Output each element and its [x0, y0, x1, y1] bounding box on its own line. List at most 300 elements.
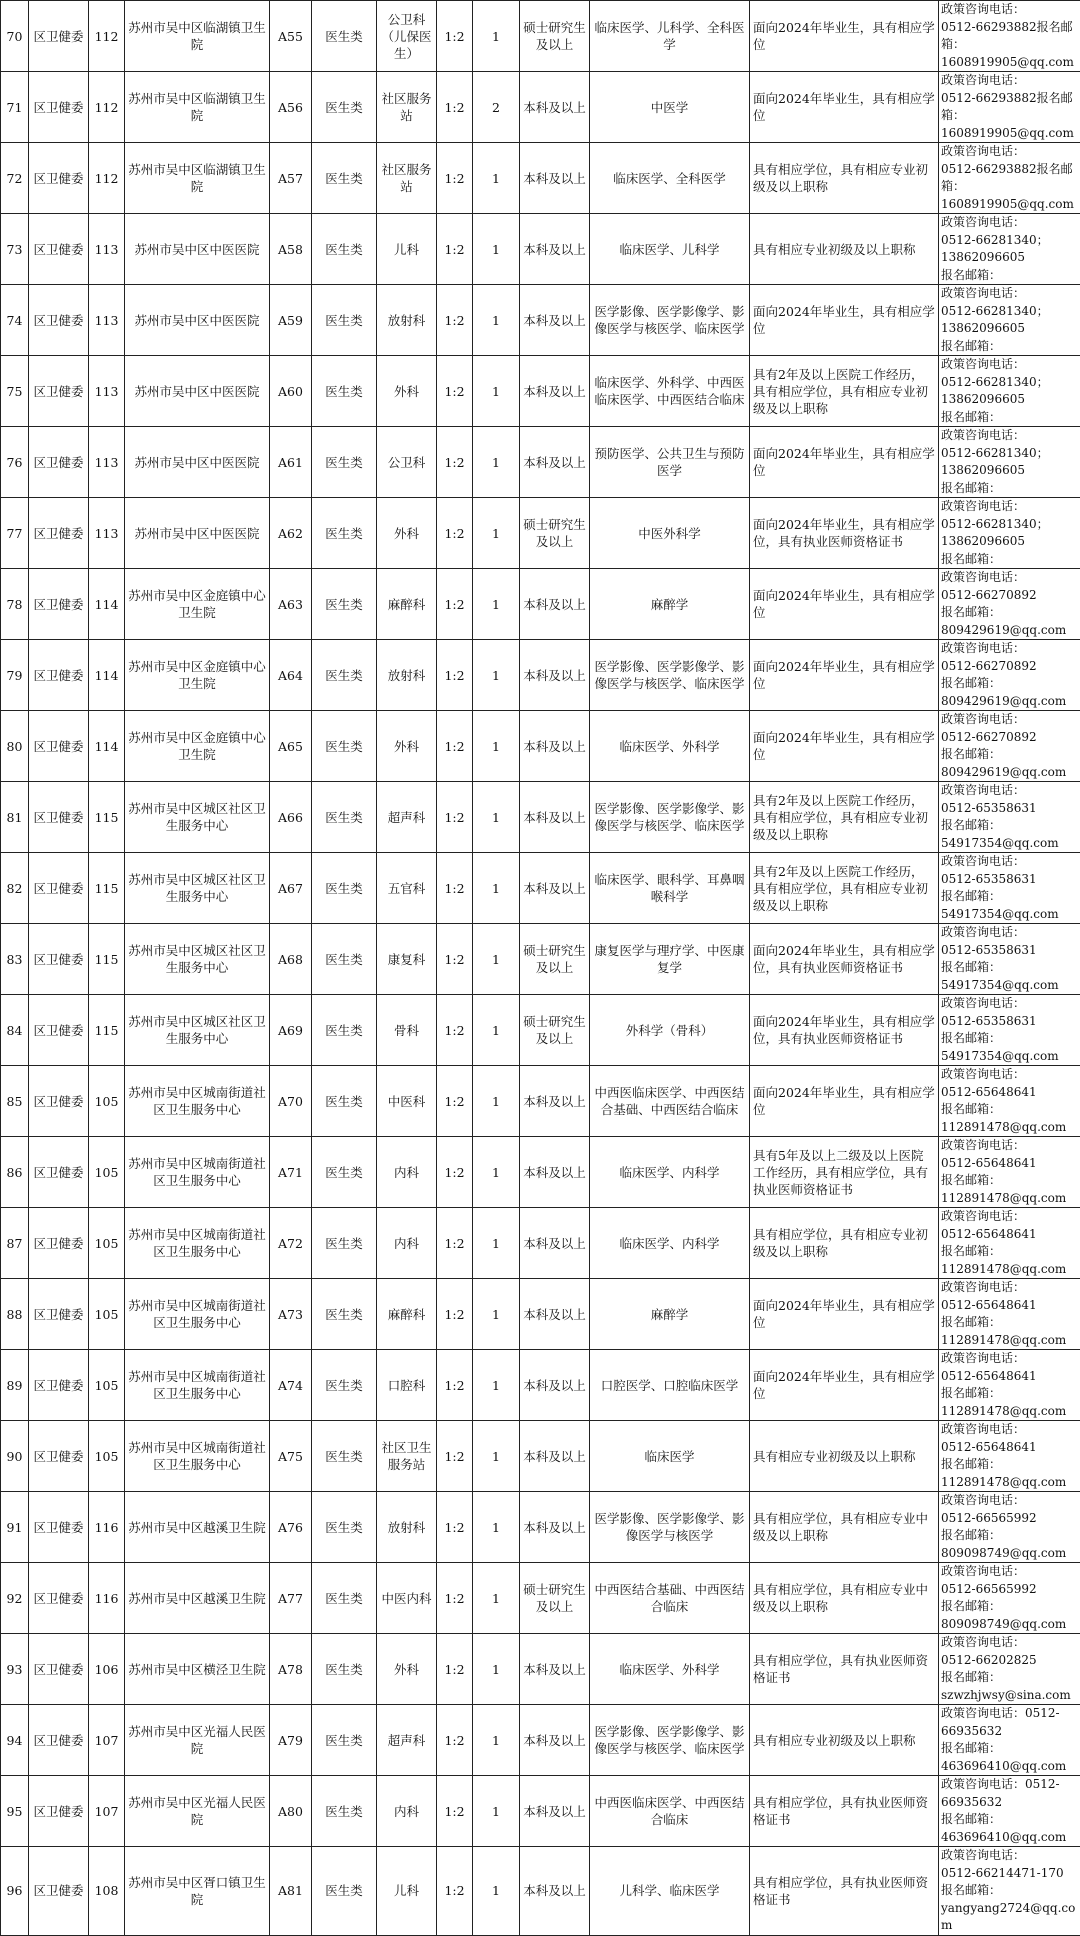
- row-number-cell: 84: [1, 995, 29, 1066]
- education-cell: 本科及以上: [520, 427, 590, 498]
- contact-line: 政策咨询电话：: [941, 356, 1078, 374]
- position-category-cell: 医生类: [312, 1, 377, 72]
- contact-line: 政策咨询电话：: [941, 1563, 1078, 1581]
- department-cell: 区卫健委: [29, 711, 89, 782]
- employer-cell: 苏州市吴中区临湖镇卫生院: [125, 1, 270, 72]
- table-row: [1, 143, 1080, 214]
- major-cell: 儿科学、临床医学: [590, 1847, 750, 1936]
- contact-line: 政策咨询电话：0512-: [941, 1705, 1078, 1723]
- education-cell: 硕士研究生及以上: [520, 924, 590, 995]
- table-row: [1, 1279, 1080, 1350]
- department-cell: 区卫健委: [29, 498, 89, 569]
- contact-line: 政策咨询电话：: [941, 498, 1078, 516]
- position-category-cell: 医生类: [312, 1563, 377, 1634]
- exam-ratio-cell: 1:2: [437, 924, 473, 995]
- contact-line: 13862096605: [941, 320, 1078, 338]
- contact-line: 政策咨询电话：0512-: [941, 1776, 1078, 1794]
- table-row: [1, 1776, 1080, 1847]
- post-name-cell: 麻醉科: [377, 569, 437, 640]
- contact-line: 0512-66281340；: [941, 516, 1078, 534]
- exam-ratio-cell: 1:2: [437, 640, 473, 711]
- contact-line: szwzhjwsy@sina.com: [941, 1687, 1078, 1705]
- unit-code-cell: 105: [89, 1208, 125, 1279]
- department-cell: 区卫健委: [29, 640, 89, 711]
- position-code-cell: A68: [270, 924, 312, 995]
- contact-line: 0512-66293882报名邮箱：: [941, 90, 1078, 125]
- post-name-cell: 社区服务站: [377, 143, 437, 214]
- position-category-cell: 医生类: [312, 782, 377, 853]
- unit-code-cell: 112: [89, 143, 125, 214]
- post-name-cell: 外科: [377, 711, 437, 782]
- exam-ratio-cell: 1:2: [437, 1847, 473, 1936]
- position-category-cell: 医生类: [312, 498, 377, 569]
- exam-ratio-cell: 1:2: [437, 356, 473, 427]
- education-cell: 本科及以上: [520, 1492, 590, 1563]
- employer-cell: 苏州市吴中区城区社区卫生服务中心: [125, 924, 270, 995]
- post-name-cell: 公卫科（儿保医生）: [377, 1, 437, 72]
- contact-cell: [939, 711, 1080, 782]
- hiring-count-cell: 1: [473, 711, 520, 782]
- employer-cell: 苏州市吴中区金庭镇中心卫生院: [125, 711, 270, 782]
- contact-line: 112891478@qq.com: [941, 1261, 1078, 1279]
- contact-line: 政策咨询电话：: [941, 1066, 1078, 1084]
- exam-ratio-cell: 1:2: [437, 1776, 473, 1847]
- contact-line: 报名邮箱：: [941, 1314, 1078, 1332]
- row-number-cell: 90: [1, 1421, 29, 1492]
- contact-line: 0512-65648641: [941, 1155, 1078, 1173]
- hiring-count-cell: 1: [473, 356, 520, 427]
- exam-ratio-cell: 1:2: [437, 1137, 473, 1208]
- table-row: [1, 1066, 1080, 1137]
- employer-cell: 苏州市吴中区城区社区卫生服务中心: [125, 853, 270, 924]
- contact-cell: [939, 1208, 1080, 1279]
- table-row: [1, 1563, 1080, 1634]
- contact-line: 报名邮箱：: [941, 1030, 1078, 1048]
- position-category-cell: 医生类: [312, 285, 377, 356]
- position-code-cell: A71: [270, 1137, 312, 1208]
- contact-line: 报名邮箱：: [941, 604, 1078, 622]
- contact-cell: [939, 356, 1080, 427]
- contact-line: 报名邮箱：: [941, 1740, 1078, 1758]
- requirements-cell: 面向2024年毕业生，具有相应学位: [750, 1279, 939, 1350]
- exam-ratio-cell: 1:2: [437, 782, 473, 853]
- contact-line: 809429619@qq.com: [941, 764, 1078, 782]
- major-cell: 临床医学、外科学: [590, 711, 750, 782]
- position-category-cell: 医生类: [312, 995, 377, 1066]
- position-code-cell: A74: [270, 1350, 312, 1421]
- table-row: [1, 640, 1080, 711]
- requirements-cell: 面向2024年毕业生，具有相应学位: [750, 711, 939, 782]
- hiring-count-cell: 1: [473, 1847, 520, 1936]
- post-name-cell: 公卫科: [377, 427, 437, 498]
- contact-line: 报名邮箱：: [941, 1882, 1078, 1900]
- department-cell: 区卫健委: [29, 1847, 89, 1936]
- contact-line: 1608919905@qq.com: [941, 125, 1078, 143]
- post-name-cell: 放射科: [377, 285, 437, 356]
- contact-line: 报名邮箱：: [941, 409, 1078, 427]
- contact-line: 0512-66281340；: [941, 445, 1078, 463]
- major-cell: 外科学（骨科）: [590, 995, 750, 1066]
- contact-line: 13862096605: [941, 462, 1078, 480]
- contact-line: 政策咨询电话：: [941, 711, 1078, 729]
- major-cell: 麻醉学: [590, 569, 750, 640]
- post-name-cell: 内科: [377, 1776, 437, 1847]
- education-cell: 本科及以上: [520, 72, 590, 143]
- hiring-count-cell: 1: [473, 285, 520, 356]
- unit-code-cell: 114: [89, 711, 125, 782]
- position-code-cell: A66: [270, 782, 312, 853]
- requirements-cell: 具有相应专业初级及以上职称: [750, 214, 939, 285]
- exam-ratio-cell: 1:2: [437, 285, 473, 356]
- hiring-count-cell: 1: [473, 1279, 520, 1350]
- contact-line: 0512-65648641: [941, 1084, 1078, 1102]
- employer-cell: 苏州市吴中区金庭镇中心卫生院: [125, 640, 270, 711]
- contact-cell: [939, 1705, 1080, 1776]
- position-category-cell: 医生类: [312, 1705, 377, 1776]
- contact-line: 政策咨询电话：: [941, 1847, 1078, 1865]
- exam-ratio-cell: 1:2: [437, 1066, 473, 1137]
- hiring-count-cell: 1: [473, 640, 520, 711]
- hiring-count-cell: 1: [473, 1563, 520, 1634]
- requirements-cell: 面向2024年毕业生，具有相应学位: [750, 285, 939, 356]
- position-code-cell: A78: [270, 1634, 312, 1705]
- major-cell: 中西医结合基础、中西医结合临床: [590, 1563, 750, 1634]
- position-category-cell: 医生类: [312, 1350, 377, 1421]
- contact-line: 0512-66565992: [941, 1581, 1078, 1599]
- row-number-cell: 92: [1, 1563, 29, 1634]
- contact-line: 政策咨询电话：: [941, 1208, 1078, 1226]
- requirements-cell: 具有相应学位，具有执业医师资格证书: [750, 1634, 939, 1705]
- contact-line: 0512-66293882报名邮箱：: [941, 19, 1078, 54]
- post-name-cell: 外科: [377, 1634, 437, 1705]
- position-code-cell: A80: [270, 1776, 312, 1847]
- department-cell: 区卫健委: [29, 1776, 89, 1847]
- major-cell: 临床医学: [590, 1421, 750, 1492]
- major-cell: 医学影像、医学影像学、影像医学与核医学、临床医学: [590, 782, 750, 853]
- row-number-cell: 87: [1, 1208, 29, 1279]
- post-name-cell: 康复科: [377, 924, 437, 995]
- contact-line: 政策咨询电话：: [941, 640, 1078, 658]
- major-cell: 口腔医学、口腔临床医学: [590, 1350, 750, 1421]
- table-row: [1, 569, 1080, 640]
- contact-cell: [939, 995, 1080, 1066]
- position-category-cell: 医生类: [312, 1421, 377, 1492]
- contact-line: 政策咨询电话：: [941, 1350, 1078, 1368]
- requirements-cell: 面向2024年毕业生，具有相应学位，具有执业医师资格证书: [750, 995, 939, 1066]
- exam-ratio-cell: 1:2: [437, 143, 473, 214]
- post-name-cell: 五官科: [377, 853, 437, 924]
- contact-cell: [939, 569, 1080, 640]
- row-number-cell: 72: [1, 143, 29, 214]
- exam-ratio-cell: 1:2: [437, 853, 473, 924]
- contact-line: 政策咨询电话：: [941, 1279, 1078, 1297]
- contact-cell: [939, 1279, 1080, 1350]
- contact-line: 0512-66202825: [941, 1652, 1078, 1670]
- table-row: [1, 214, 1080, 285]
- post-name-cell: 外科: [377, 498, 437, 569]
- position-category-cell: 医生类: [312, 1776, 377, 1847]
- unit-code-cell: 115: [89, 924, 125, 995]
- contact-line: 809098749@qq.com: [941, 1616, 1078, 1634]
- department-cell: 区卫健委: [29, 782, 89, 853]
- contact-line: 0512-65648641: [941, 1439, 1078, 1457]
- row-number-cell: 89: [1, 1350, 29, 1421]
- row-number-cell: 91: [1, 1492, 29, 1563]
- table-row: [1, 995, 1080, 1066]
- major-cell: 医学影像、医学影像学、影像医学与核医学: [590, 1492, 750, 1563]
- position-code-cell: A65: [270, 711, 312, 782]
- contact-line: 政策咨询电话：: [941, 427, 1078, 445]
- contact-line: 政策咨询电话：: [941, 853, 1078, 871]
- exam-ratio-cell: 1:2: [437, 214, 473, 285]
- position-code-cell: A79: [270, 1705, 312, 1776]
- education-cell: 本科及以上: [520, 1705, 590, 1776]
- employer-cell: 苏州市吴中区越溪卫生院: [125, 1563, 270, 1634]
- major-cell: 临床医学、儿科学: [590, 214, 750, 285]
- education-cell: 硕士研究生及以上: [520, 1, 590, 72]
- education-cell: 本科及以上: [520, 1776, 590, 1847]
- department-cell: 区卫健委: [29, 1634, 89, 1705]
- major-cell: 预防医学、公共卫生与预防医学: [590, 427, 750, 498]
- contact-line: 1608919905@qq.com: [941, 196, 1078, 214]
- unit-code-cell: 113: [89, 285, 125, 356]
- post-name-cell: 内科: [377, 1208, 437, 1279]
- position-code-cell: A62: [270, 498, 312, 569]
- position-category-cell: 医生类: [312, 640, 377, 711]
- position-code-cell: A76: [270, 1492, 312, 1563]
- department-cell: 区卫健委: [29, 1, 89, 72]
- position-category-cell: 医生类: [312, 569, 377, 640]
- table-row: [1, 72, 1080, 143]
- contact-line: 报名邮箱：: [941, 338, 1078, 356]
- contact-cell: [939, 1066, 1080, 1137]
- unit-code-cell: 112: [89, 72, 125, 143]
- contact-line: 政策咨询电话：: [941, 1634, 1078, 1652]
- contact-line: 政策咨询电话：: [941, 782, 1078, 800]
- table-row: [1, 1350, 1080, 1421]
- row-number-cell: 78: [1, 569, 29, 640]
- unit-code-cell: 115: [89, 995, 125, 1066]
- contact-line: 0512-65358631: [941, 1013, 1078, 1031]
- major-cell: 临床医学、内科学: [590, 1208, 750, 1279]
- position-category-cell: 医生类: [312, 427, 377, 498]
- contact-line: 政策咨询电话：: [941, 72, 1078, 90]
- education-cell: 本科及以上: [520, 782, 590, 853]
- hiring-count-cell: 1: [473, 498, 520, 569]
- contact-cell: [939, 498, 1080, 569]
- position-code-cell: A60: [270, 356, 312, 427]
- exam-ratio-cell: 1:2: [437, 1, 473, 72]
- contact-cell: [939, 427, 1080, 498]
- unit-code-cell: 112: [89, 1, 125, 72]
- unit-code-cell: 115: [89, 853, 125, 924]
- education-cell: 本科及以上: [520, 143, 590, 214]
- department-cell: 区卫健委: [29, 143, 89, 214]
- post-name-cell: 超声科: [377, 782, 437, 853]
- unit-code-cell: 116: [89, 1563, 125, 1634]
- requirements-cell: 面向2024年毕业生，具有相应学位: [750, 569, 939, 640]
- contact-line: 0512-66281340；: [941, 303, 1078, 321]
- position-code-cell: A63: [270, 569, 312, 640]
- contact-line: 809429619@qq.com: [941, 693, 1078, 711]
- education-cell: 本科及以上: [520, 1847, 590, 1936]
- employer-cell: 苏州市吴中区中医医院: [125, 427, 270, 498]
- hiring-count-cell: 1: [473, 1137, 520, 1208]
- requirements-cell: 面向2024年毕业生，具有相应学位: [750, 640, 939, 711]
- position-code-cell: A55: [270, 1, 312, 72]
- exam-ratio-cell: 1:2: [437, 498, 473, 569]
- employer-cell: 苏州市吴中区临湖镇卫生院: [125, 72, 270, 143]
- requirements-cell: 具有2年及以上医院工作经历，具有相应学位，具有相应专业初级及以上职称: [750, 853, 939, 924]
- employer-cell: 苏州市吴中区城南街道社区卫生服务中心: [125, 1421, 270, 1492]
- exam-ratio-cell: 1:2: [437, 1492, 473, 1563]
- row-number-cell: 79: [1, 640, 29, 711]
- employer-cell: 苏州市吴中区中医医院: [125, 498, 270, 569]
- requirements-cell: 面向2024年毕业生，具有相应学位: [750, 1, 939, 72]
- table-row: [1, 1208, 1080, 1279]
- education-cell: 硕士研究生及以上: [520, 995, 590, 1066]
- unit-code-cell: 105: [89, 1279, 125, 1350]
- post-name-cell: 放射科: [377, 1492, 437, 1563]
- contact-line: 112891478@qq.com: [941, 1332, 1078, 1350]
- employer-cell: 苏州市吴中区中医医院: [125, 214, 270, 285]
- position-category-cell: 医生类: [312, 853, 377, 924]
- unit-code-cell: 105: [89, 1421, 125, 1492]
- education-cell: 本科及以上: [520, 1421, 590, 1492]
- position-code-cell: A61: [270, 427, 312, 498]
- contact-cell: [939, 1563, 1080, 1634]
- contact-line: 809098749@qq.com: [941, 1545, 1078, 1563]
- hiring-count-cell: 1: [473, 924, 520, 995]
- row-number-cell: 74: [1, 285, 29, 356]
- department-cell: 区卫健委: [29, 569, 89, 640]
- contact-line: 报名邮箱：: [941, 959, 1078, 977]
- table-row: [1, 1, 1080, 72]
- unit-code-cell: 105: [89, 1350, 125, 1421]
- exam-ratio-cell: 1:2: [437, 1279, 473, 1350]
- contact-cell: [939, 1137, 1080, 1208]
- contact-line: 报名邮箱：: [941, 1243, 1078, 1261]
- requirements-cell: 面向2024年毕业生，具有相应学位: [750, 1350, 939, 1421]
- hiring-count-cell: 2: [473, 72, 520, 143]
- position-code-cell: A56: [270, 72, 312, 143]
- department-cell: 区卫健委: [29, 1208, 89, 1279]
- row-number-cell: 80: [1, 711, 29, 782]
- post-name-cell: 儿科: [377, 214, 437, 285]
- position-category-cell: 医生类: [312, 356, 377, 427]
- department-cell: 区卫健委: [29, 214, 89, 285]
- contact-cell: [939, 214, 1080, 285]
- contact-line: 809429619@qq.com: [941, 622, 1078, 640]
- table-row: [1, 1137, 1080, 1208]
- exam-ratio-cell: 1:2: [437, 427, 473, 498]
- position-category-cell: 医生类: [312, 1279, 377, 1350]
- contact-cell: [939, 143, 1080, 214]
- major-cell: 中医学: [590, 72, 750, 143]
- exam-ratio-cell: 1:2: [437, 1705, 473, 1776]
- position-code-cell: A59: [270, 285, 312, 356]
- major-cell: 临床医学、眼科学、耳鼻咽喉科学: [590, 853, 750, 924]
- row-number-cell: 95: [1, 1776, 29, 1847]
- employer-cell: 苏州市吴中区城南街道社区卫生服务中心: [125, 1350, 270, 1421]
- contact-line: 政策咨询电话：: [941, 214, 1078, 232]
- education-cell: 本科及以上: [520, 1208, 590, 1279]
- employer-cell: 苏州市吴中区城区社区卫生服务中心: [125, 782, 270, 853]
- post-name-cell: 中医内科: [377, 1563, 437, 1634]
- hiring-count-cell: 1: [473, 995, 520, 1066]
- requirements-cell: 具有相应专业初级及以上职称: [750, 1421, 939, 1492]
- requirements-cell: 具有相应学位，具有相应专业中级及以上职称: [750, 1492, 939, 1563]
- position-code-cell: A64: [270, 640, 312, 711]
- contact-line: 0512-66270892: [941, 658, 1078, 676]
- major-cell: 麻醉学: [590, 1279, 750, 1350]
- unit-code-cell: 113: [89, 498, 125, 569]
- contact-cell: [939, 72, 1080, 143]
- contact-line: 报名邮箱：: [941, 1669, 1078, 1687]
- employer-cell: 苏州市吴中区城区社区卫生服务中心: [125, 995, 270, 1066]
- contact-line: 0512-66214471-170: [941, 1865, 1078, 1883]
- employer-cell: 苏州市吴中区金庭镇中心卫生院: [125, 569, 270, 640]
- post-name-cell: 社区服务站: [377, 72, 437, 143]
- hiring-count-cell: 1: [473, 1, 520, 72]
- hiring-count-cell: 1: [473, 1776, 520, 1847]
- contact-line: 54917354@qq.com: [941, 1048, 1078, 1066]
- requirements-cell: 具有相应学位，具有执业医师资格证书: [750, 1776, 939, 1847]
- education-cell: 本科及以上: [520, 1137, 590, 1208]
- employer-cell: 苏州市吴中区城南街道社区卫生服务中心: [125, 1066, 270, 1137]
- requirements-cell: 具有相应专业初级及以上职称: [750, 1705, 939, 1776]
- unit-code-cell: 105: [89, 1066, 125, 1137]
- major-cell: 中西医临床医学、中西医结合基础、中西医结合临床: [590, 1066, 750, 1137]
- position-code-cell: A57: [270, 143, 312, 214]
- contact-line: 54917354@qq.com: [941, 835, 1078, 853]
- row-number-cell: 82: [1, 853, 29, 924]
- table-row: [1, 924, 1080, 995]
- major-cell: 临床医学、外科学、中西医临床医学、中西医结合临床: [590, 356, 750, 427]
- table-body: [1, 1, 1080, 1936]
- position-code-cell: A75: [270, 1421, 312, 1492]
- contact-line: 1608919905@qq.com: [941, 54, 1078, 72]
- contact-line: 13862096605: [941, 533, 1078, 551]
- contact-line: 政策咨询电话：: [941, 285, 1078, 303]
- position-code-cell: A67: [270, 853, 312, 924]
- education-cell: 本科及以上: [520, 1279, 590, 1350]
- contact-line: 112891478@qq.com: [941, 1403, 1078, 1421]
- post-name-cell: 口腔科: [377, 1350, 437, 1421]
- contact-line: 报名邮箱：: [941, 888, 1078, 906]
- contact-line: 报名邮箱：: [941, 1385, 1078, 1403]
- contact-cell: [939, 1, 1080, 72]
- position-category-cell: 医生类: [312, 1634, 377, 1705]
- education-cell: 本科及以上: [520, 1066, 590, 1137]
- contact-line: 报名邮箱：: [941, 746, 1078, 764]
- major-cell: 中医外科学: [590, 498, 750, 569]
- position-code-cell: A73: [270, 1279, 312, 1350]
- position-category-cell: 医生类: [312, 1847, 377, 1936]
- contact-line: 463696410@qq.com: [941, 1758, 1078, 1776]
- requirements-cell: 具有相应学位，具有相应专业初级及以上职称: [750, 1208, 939, 1279]
- contact-line: 0512-65648641: [941, 1368, 1078, 1386]
- contact-line: 报名邮箱：: [941, 551, 1078, 569]
- row-number-cell: 85: [1, 1066, 29, 1137]
- contact-cell: [939, 640, 1080, 711]
- contact-line: yangyang2724@qq.com: [941, 1900, 1078, 1935]
- education-cell: 本科及以上: [520, 569, 590, 640]
- education-cell: 硕士研究生及以上: [520, 498, 590, 569]
- row-number-cell: 88: [1, 1279, 29, 1350]
- post-name-cell: 放射科: [377, 640, 437, 711]
- contact-line: 报名邮箱：: [941, 1811, 1078, 1829]
